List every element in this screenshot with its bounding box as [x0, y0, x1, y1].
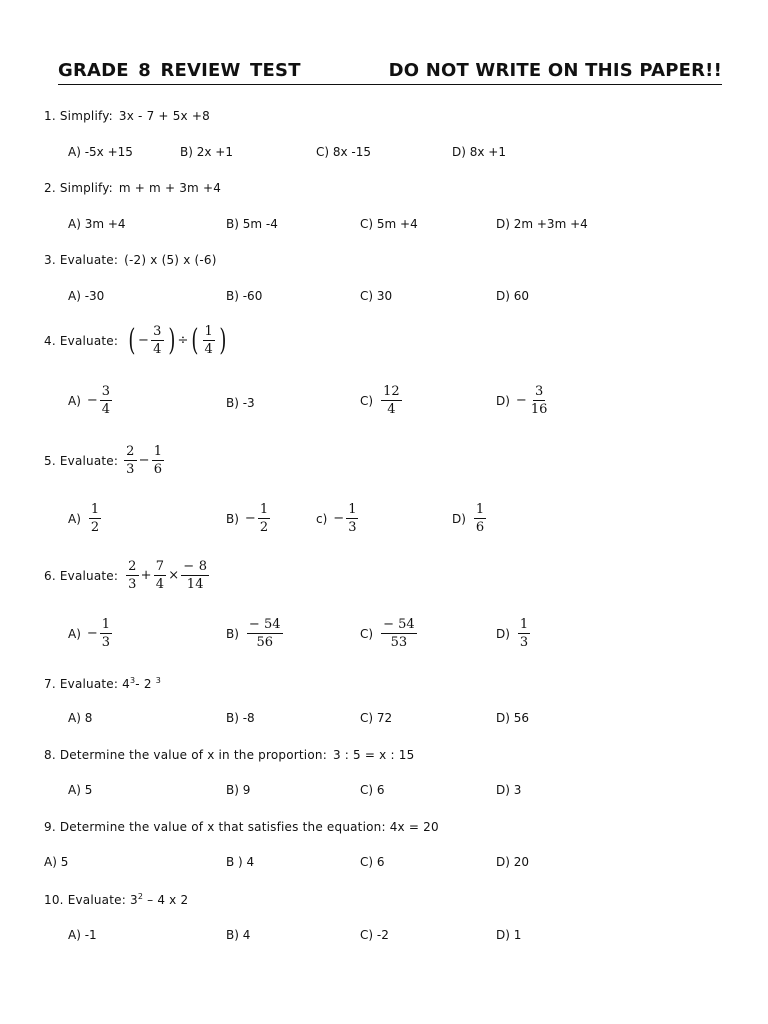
times-sign: ×	[168, 568, 180, 583]
answer-row-1	[0, 145, 768, 185]
question-9	[44, 820, 439, 834]
question-prompt: 7. Evaluate: 4	[44, 677, 130, 691]
page-header	[58, 58, 722, 85]
option-a: A) -5x +15	[68, 145, 133, 159]
answer-row-8	[0, 783, 768, 823]
fraction: $\frac{3}{4}$	[153, 324, 162, 357]
right-paren: )	[167, 322, 176, 358]
question-prompt: 5. Evaluate:	[44, 453, 119, 468]
left-paren: (	[128, 322, 136, 358]
answer-row-4	[0, 384, 768, 424]
question-8	[44, 748, 414, 762]
left-paren: (	[190, 322, 199, 358]
option-b: B) − $\frac{1}{2}$	[226, 502, 269, 535]
question-5	[44, 444, 166, 477]
answer-row-7	[0, 711, 768, 751]
question-expression: - 2	[135, 677, 152, 691]
minus-sign: −	[138, 453, 150, 468]
answer-row-10	[0, 928, 768, 968]
question-expression: 3 : 5 = x : 15	[332, 748, 415, 762]
answer-row-3	[0, 289, 768, 329]
option-a: A) 5	[68, 783, 93, 797]
question-prompt: 9. Determine the value of x that satisfies the equation: 4x = 20	[44, 820, 439, 834]
question-2	[44, 181, 221, 195]
option-c: c) − $\frac{1}{3}$	[316, 502, 357, 535]
question-expression: (-2) x (5) x (-6)	[124, 253, 217, 267]
option-c: C) 6	[360, 783, 385, 797]
option-a: A) -30	[68, 289, 105, 303]
question-prompt: 3. Evaluate:	[44, 253, 119, 267]
test-title: GRADE 8 REVIEW TEST	[58, 60, 301, 81]
exponent: 3	[155, 676, 161, 685]
exponent: 2	[137, 892, 144, 901]
option-c: C) 30	[360, 289, 393, 303]
question-prompt: 4. Evaluate:	[44, 333, 119, 348]
option-c: C) 8x -15	[316, 145, 372, 159]
option-d: D) 2m +3m +4	[496, 217, 588, 231]
right-paren: )	[219, 322, 227, 358]
fraction: $\frac{2}{3}$	[128, 559, 137, 592]
question-prompt: 1. Simplify:	[44, 109, 113, 123]
option-b: B) $\frac{- 54}{56}$	[226, 617, 281, 650]
option-a: A) 5	[44, 855, 69, 869]
option-c: C) 5m +4	[360, 217, 418, 231]
question-4	[44, 324, 229, 357]
option-a: A) − $\frac{1}{3}$	[68, 617, 111, 650]
answer-row-5	[0, 502, 768, 542]
fraction: $\frac{1}{4}$	[204, 324, 213, 357]
fraction: $\frac{2}{3}$	[126, 444, 135, 477]
option-c: C) -2	[360, 928, 389, 942]
warning-text: DO NOT WRITE ON THIS PAPER!!	[388, 60, 722, 81]
answer-row-2	[0, 217, 768, 257]
option-d: D) 1	[496, 928, 522, 942]
option-b: B) -60	[226, 289, 263, 303]
option-b: B) -8	[226, 711, 255, 725]
question-7	[44, 676, 161, 691]
option-b: B) -3	[226, 396, 255, 410]
option-d: D) 60	[496, 289, 530, 303]
question-1	[44, 109, 210, 123]
question-prompt: 10. Evaluate: 3	[44, 893, 138, 907]
negative-sign: −	[138, 333, 150, 348]
option-d: D) $\frac{1}{6}$	[452, 502, 485, 535]
option-a: A) $\frac{1}{2}$	[68, 502, 100, 535]
option-b: B) 5m -4	[226, 217, 278, 231]
fraction: $\frac{- 8}{14}$	[183, 559, 208, 592]
option-b: B ) 4	[226, 855, 255, 869]
option-b: B) 4	[226, 928, 251, 942]
option-d: D) 3	[496, 783, 522, 797]
option-d: D) 8x +1	[452, 145, 506, 159]
question-expression: m + m + 3m +4	[118, 181, 222, 195]
question-10	[44, 892, 188, 907]
question-prompt: 2. Simplify:	[44, 181, 113, 195]
option-a: A) 3m +4	[68, 217, 126, 231]
option-c: C) 6	[360, 855, 385, 869]
fraction: $\frac{1}{6}$	[153, 444, 163, 477]
question-3	[44, 253, 217, 267]
option-c: C) $\frac{- 54}{53}$	[360, 617, 415, 650]
option-a: A) 8	[68, 711, 93, 725]
question-expression: 3x - 7 + 5x +8	[118, 109, 210, 123]
answer-row-9	[0, 855, 768, 895]
question-6	[44, 559, 211, 592]
option-d: D) 56	[496, 711, 530, 725]
option-a: A) -1	[68, 928, 97, 942]
fraction: $\frac{7}{4}$	[155, 559, 165, 592]
plus-sign: +	[140, 568, 152, 583]
option-d: D) − $\frac{3}{16}$	[496, 384, 548, 417]
answer-row-6	[0, 617, 768, 657]
question-prompt: 8. Determine the value of x in the proportion:	[44, 748, 327, 762]
option-b: B) 9	[226, 783, 251, 797]
option-d: D) $\frac{1}{3}$	[496, 617, 529, 650]
option-d: D) 20	[496, 855, 530, 869]
option-b: B) 2x +1	[180, 145, 233, 159]
question-expression: – 4 x 2	[143, 893, 189, 907]
divide-sign: ÷	[177, 333, 189, 348]
question-prompt: 6. Evaluate:	[44, 568, 119, 583]
option-c: C) $\frac{12}{4}$	[360, 384, 400, 417]
option-c: C) 72	[360, 711, 393, 725]
exponent: 3	[129, 676, 136, 685]
option-a: A) − $\frac{3}{4}$	[68, 384, 111, 417]
